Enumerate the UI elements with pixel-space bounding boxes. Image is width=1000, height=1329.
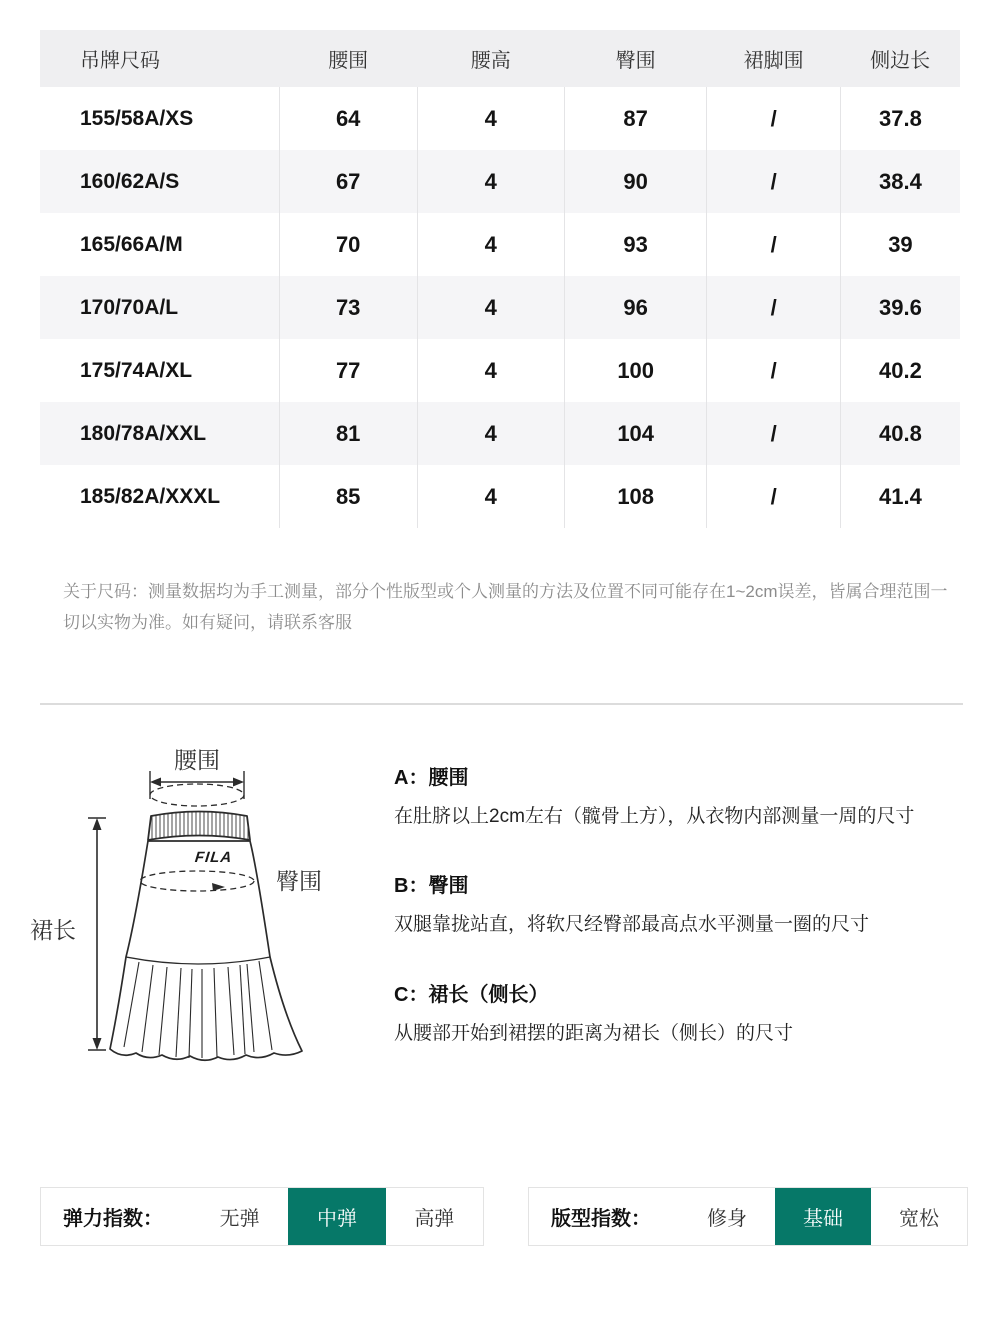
size-note: 关于尺码：测量数据均为手工测量，部分个性版型或个人测量的方法及位置不同可能存在1~2cm误差，皆属合理范围一切以实物为准。如有疑问，请联系客服: [63, 582, 948, 633]
table-row: [40, 402, 960, 465]
guide-hip-heading: B：臀围: [394, 875, 469, 898]
header-tag-size: 吊牌尺码: [40, 30, 279, 87]
size-table-section: [40, 30, 960, 528]
length-label: 裙长: [30, 916, 76, 943]
cell-hem: /: [707, 87, 840, 150]
cell-size: 185/82A/XXXL: [40, 465, 279, 528]
cell-hip: 93: [564, 213, 707, 276]
cell-hip: 90: [564, 150, 707, 213]
fit-option-slim: 修身: [707, 1207, 747, 1230]
cell-side-length: 38.4: [840, 150, 960, 213]
elasticity-option-high: 高弹: [414, 1207, 455, 1230]
cell-hip: 100: [564, 339, 707, 402]
cell-hip: 96: [564, 276, 707, 339]
fit-option-loose: 宽松: [899, 1207, 939, 1230]
cell-side-length: 41.4: [840, 465, 960, 528]
guide-waist-heading: A：腰围: [394, 766, 469, 789]
measure-guide: [394, 761, 970, 1087]
header-hem: 裙脚围: [707, 30, 840, 87]
table-header-row: [40, 30, 960, 87]
elasticity-bar: [40, 1187, 484, 1246]
fit-label: 版型指数：: [551, 1207, 651, 1230]
cell-side-length: 37.8: [840, 87, 960, 150]
guide-length-heading: C：裙长（侧长）: [394, 983, 549, 1006]
guide-hip-body: 双腿靠拢站直，将软尺经臀部最高点水平测量一圈的尺寸: [394, 914, 870, 936]
cell-size: 165/66A/M: [40, 213, 279, 276]
elasticity-label: 弹力指数：: [63, 1207, 163, 1230]
fit-bar: [528, 1187, 968, 1246]
cell-side-length: 39.6: [840, 276, 960, 339]
elasticity-option-medium: 中弹: [288, 1188, 385, 1245]
cell-waist: 81: [279, 402, 417, 465]
cell-waist: 67: [279, 150, 417, 213]
cell-hem: /: [707, 402, 840, 465]
index-bars: [40, 1187, 968, 1246]
cell-hem: /: [707, 276, 840, 339]
cell-size: 160/62A/S: [40, 150, 279, 213]
fit-option-basic: 基础: [775, 1188, 871, 1245]
cell-hem: /: [707, 339, 840, 402]
skirt-waistband: [148, 811, 250, 840]
cell-waist: 73: [279, 276, 417, 339]
cell-hip: 108: [564, 465, 707, 528]
cell-hem: /: [707, 465, 840, 528]
cell-size: 175/74A/XL: [40, 339, 279, 402]
header-waist: 腰围: [279, 30, 417, 87]
cell-waist: 64: [279, 87, 417, 150]
skirt-body: [110, 841, 302, 1060]
cell-waistband-height: 4: [417, 150, 564, 213]
guide-item-hip: [394, 869, 970, 940]
waist-label: 腰围: [174, 746, 220, 773]
cell-hem: /: [707, 213, 840, 276]
measure-section: [0, 705, 1000, 1105]
waist-dashed-ellipse: [150, 784, 244, 806]
guide-waist-body: 在肚脐以上2cm左右（髋骨上方），从衣物内部测量一周的尺寸: [394, 805, 915, 827]
header-waistband-height: 腰高: [417, 30, 564, 87]
cell-waistband-height: 4: [417, 402, 564, 465]
hip-label: 臀围: [276, 867, 322, 894]
cell-waistband-height: 4: [417, 213, 564, 276]
cell-waist: 70: [279, 213, 417, 276]
cell-side-length: 40.2: [840, 339, 960, 402]
table-row: [40, 87, 960, 150]
header-hip: 臀围: [564, 30, 707, 87]
table-row: [40, 276, 960, 339]
cell-waistband-height: 4: [417, 465, 564, 528]
cell-waist: 77: [279, 339, 417, 402]
cell-size: 170/70A/L: [40, 276, 279, 339]
skirt-diagram: [18, 705, 378, 1105]
cell-waist: 85: [279, 465, 417, 528]
cell-hip: 104: [564, 402, 707, 465]
fila-logo: FILA: [194, 848, 234, 866]
guide-item-waist: [394, 761, 970, 832]
cell-size: 155/58A/XS: [40, 87, 279, 150]
table-row: [40, 339, 960, 402]
table-row: [40, 150, 960, 213]
guide-item-length: [394, 978, 970, 1049]
guide-length-body: 从腰部开始到裙摆的距离为裙长（侧长）的尺寸: [394, 1022, 794, 1044]
cell-waistband-height: 4: [417, 87, 564, 150]
cell-size: 180/78A/XXL: [40, 402, 279, 465]
cell-hem: /: [707, 150, 840, 213]
elasticity-option-none: 无弹: [219, 1207, 260, 1230]
cell-hip: 87: [564, 87, 707, 150]
cell-side-length: 39: [840, 213, 960, 276]
size-table: [40, 30, 960, 528]
cell-side-length: 40.8: [840, 402, 960, 465]
header-side-length: 侧边长: [840, 30, 960, 87]
table-row: [40, 213, 960, 276]
table-row: [40, 465, 960, 528]
cell-waistband-height: 4: [417, 276, 564, 339]
cell-waistband-height: 4: [417, 339, 564, 402]
